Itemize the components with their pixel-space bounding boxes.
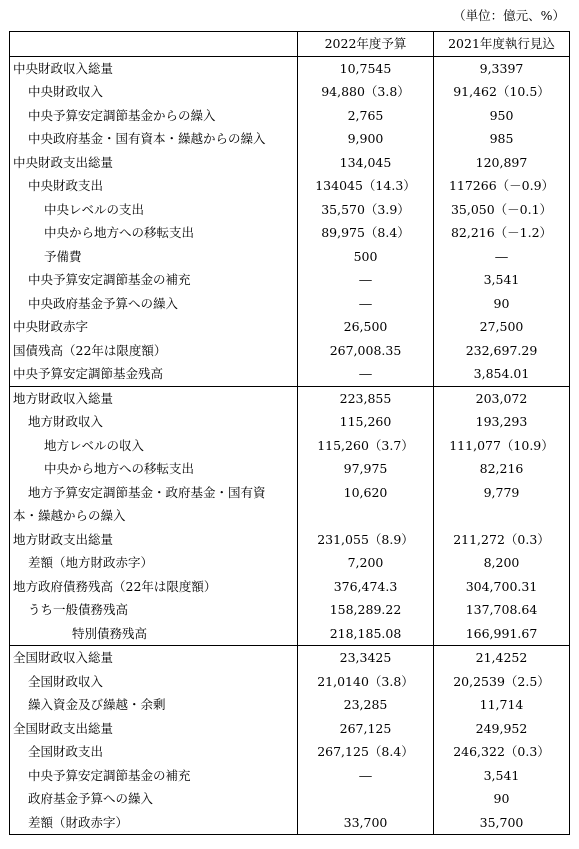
value-2021-estimate: ―	[434, 245, 570, 269]
row-label: 本・繰越からの繰入	[10, 504, 298, 528]
value-2021-estimate: 193,293	[434, 410, 570, 434]
value-2021-estimate: 20,2539（2.5）	[434, 670, 570, 694]
value-2021-estimate: 11,714	[434, 693, 570, 717]
value-2022-budget: 134045（14.3）	[298, 174, 434, 198]
value-2021-estimate: 3,541	[434, 268, 570, 292]
table-row	[10, 151, 570, 175]
row-label: 地方財政収入	[10, 410, 298, 434]
value-2022-budget: 26,500	[298, 315, 434, 339]
value-2022-budget: 267,008.35	[298, 339, 434, 363]
value-2022-budget: 2,765	[298, 104, 434, 128]
row-label: 中央から地方への移転支出	[10, 457, 298, 481]
value-2021-estimate: 3,854.01	[434, 362, 570, 386]
value-2022-budget: ―	[298, 362, 434, 386]
value-2021-estimate: 985	[434, 127, 570, 151]
table-row	[10, 198, 570, 222]
value-2021-estimate: 27,500	[434, 315, 570, 339]
value-2022-budget: 158,289.22	[298, 598, 434, 622]
value-2021-estimate: 111,077（10.9）	[434, 434, 570, 458]
row-label: 中央財政支出総量	[10, 151, 298, 175]
header-2021-estimate: 2021年度執行見込	[434, 32, 570, 57]
row-label: 特別債務残高	[10, 622, 298, 646]
table-row	[10, 646, 570, 670]
row-label: 地方財政支出総量	[10, 528, 298, 552]
value-2021-estimate: 246,322（0.3）	[434, 740, 570, 764]
value-2021-estimate: 203,072	[434, 386, 570, 410]
row-label: 地方政府債務残高（22年は限度額）	[10, 575, 298, 599]
row-label: 中央予算安定調節基金からの繰入	[10, 104, 298, 128]
value-2022-budget	[298, 504, 434, 528]
value-2022-budget: 10,7545	[298, 56, 434, 80]
table-row	[10, 598, 570, 622]
row-label: 中央予算安定調節基金の補充	[10, 268, 298, 292]
row-label: 国債残高（22年は限度額）	[10, 339, 298, 363]
table-header-row	[10, 32, 570, 57]
row-label: 中央財政収入総量	[10, 56, 298, 80]
row-label: 地方レベルの収入	[10, 434, 298, 458]
value-2022-budget: ―	[298, 764, 434, 788]
value-2022-budget: 21,0140（3.8）	[298, 670, 434, 694]
value-2022-budget	[298, 787, 434, 811]
value-2022-budget: 23,3425	[298, 646, 434, 670]
value-2022-budget: 97,975	[298, 457, 434, 481]
value-2021-estimate: 137,708.64	[434, 598, 570, 622]
table-row	[10, 362, 570, 386]
table-row	[10, 740, 570, 764]
budget-table	[9, 31, 570, 835]
value-2021-estimate: 166,991.67	[434, 622, 570, 646]
value-2021-estimate: 9,3397	[434, 56, 570, 80]
value-2022-budget: 115,260（3.7）	[298, 434, 434, 458]
table-row	[10, 670, 570, 694]
table-row	[10, 127, 570, 151]
value-2022-budget: 94,880（3.8）	[298, 80, 434, 104]
table-row	[10, 221, 570, 245]
value-2021-estimate: 90	[434, 787, 570, 811]
value-2022-budget: 7,200	[298, 551, 434, 575]
value-2021-estimate: 21,4252	[434, 646, 570, 670]
table-row	[10, 245, 570, 269]
table-row	[10, 764, 570, 788]
value-2022-budget: 33,700	[298, 811, 434, 835]
row-label: 全国財政支出総量	[10, 717, 298, 741]
table-row	[10, 56, 570, 80]
row-label: 繰入資金及び繰越・余剰	[10, 693, 298, 717]
table-row	[10, 268, 570, 292]
row-label: 全国財政支出	[10, 740, 298, 764]
value-2021-estimate: 117266（－0.9）	[434, 174, 570, 198]
value-2021-estimate: 82,216（－1.2）	[434, 221, 570, 245]
value-2022-budget: 134,045	[298, 151, 434, 175]
row-label: 中央レベルの支出	[10, 198, 298, 222]
table-row	[10, 622, 570, 646]
value-2022-budget: 376,474.3	[298, 575, 434, 599]
value-2021-estimate	[434, 504, 570, 528]
value-2021-estimate: 82,216	[434, 457, 570, 481]
table-row	[10, 504, 570, 528]
table-row	[10, 528, 570, 552]
value-2021-estimate: 120,897	[434, 151, 570, 175]
value-2021-estimate: 90	[434, 292, 570, 316]
header-2022-budget: 2022年度予算	[298, 32, 434, 57]
value-2022-budget: 267,125	[298, 717, 434, 741]
row-label: 中央財政支出	[10, 174, 298, 198]
row-label: 政府基金予算への繰入	[10, 787, 298, 811]
value-2022-budget: 35,570（3.9）	[298, 198, 434, 222]
table-row	[10, 410, 570, 434]
row-label: 中央予算安定調節基金残高	[10, 362, 298, 386]
value-2022-budget: 10,620	[298, 481, 434, 505]
table-row	[10, 80, 570, 104]
value-2021-estimate: 304,700.31	[434, 575, 570, 599]
row-label: 中央財政赤字	[10, 315, 298, 339]
row-label: うち一般債務残高	[10, 598, 298, 622]
value-2022-budget: 23,285	[298, 693, 434, 717]
row-label: 中央から地方への移転支出	[10, 221, 298, 245]
value-2022-budget: 89,975（8.4）	[298, 221, 434, 245]
value-2022-budget: 223,855	[298, 386, 434, 410]
table-row	[10, 787, 570, 811]
table-row	[10, 717, 570, 741]
value-2022-budget: 9,900	[298, 127, 434, 151]
table-row	[10, 104, 570, 128]
value-2021-estimate: 3,541	[434, 764, 570, 788]
row-label: 差額（財政赤字）	[10, 811, 298, 835]
row-label: 差額（地方財政赤字）	[10, 551, 298, 575]
table-row	[10, 551, 570, 575]
table-row	[10, 339, 570, 363]
table-row	[10, 292, 570, 316]
value-2021-estimate: 8,200	[434, 551, 570, 575]
table-row	[10, 575, 570, 599]
row-label: 中央予算安定調節基金の補充	[10, 764, 298, 788]
value-2021-estimate: 232,697.29	[434, 339, 570, 363]
row-label: 全国財政収入	[10, 670, 298, 694]
table-row	[10, 386, 570, 410]
value-2022-budget: 267,125（8.4）	[298, 740, 434, 764]
header-label-cell	[10, 32, 298, 57]
row-label: 中央政府基金予算への繰入	[10, 292, 298, 316]
row-label: 予備費	[10, 245, 298, 269]
value-2021-estimate: 35,700	[434, 811, 570, 835]
value-2021-estimate: 950	[434, 104, 570, 128]
value-2022-budget: 115,260	[298, 410, 434, 434]
row-label: 中央財政収入	[10, 80, 298, 104]
row-label: 地方予算安定調節基金・政府基金・国有資	[10, 481, 298, 505]
value-2021-estimate: 35,050（－0.1）	[434, 198, 570, 222]
value-2022-budget: 231,055（8.9）	[298, 528, 434, 552]
table-row	[10, 693, 570, 717]
value-2021-estimate: 249,952	[434, 717, 570, 741]
value-2022-budget: 218,185.08	[298, 622, 434, 646]
row-label: 中央政府基金・国有資本・繰越からの繰入	[10, 127, 298, 151]
value-2022-budget: 500	[298, 245, 434, 269]
table-row	[10, 481, 570, 505]
table-row	[10, 315, 570, 339]
row-label: 全国財政収入総量	[10, 646, 298, 670]
value-2021-estimate: 211,272（0.3）	[434, 528, 570, 552]
table-row	[10, 457, 570, 481]
value-2022-budget: ―	[298, 268, 434, 292]
value-2021-estimate: 91,462（10.5）	[434, 80, 570, 104]
unit-note: （単位：億元、%）	[453, 8, 565, 23]
table-row	[10, 174, 570, 198]
table-row	[10, 434, 570, 458]
value-2022-budget: ―	[298, 292, 434, 316]
table-row	[10, 811, 570, 835]
row-label: 地方財政収入総量	[10, 386, 298, 410]
value-2021-estimate: 9,779	[434, 481, 570, 505]
